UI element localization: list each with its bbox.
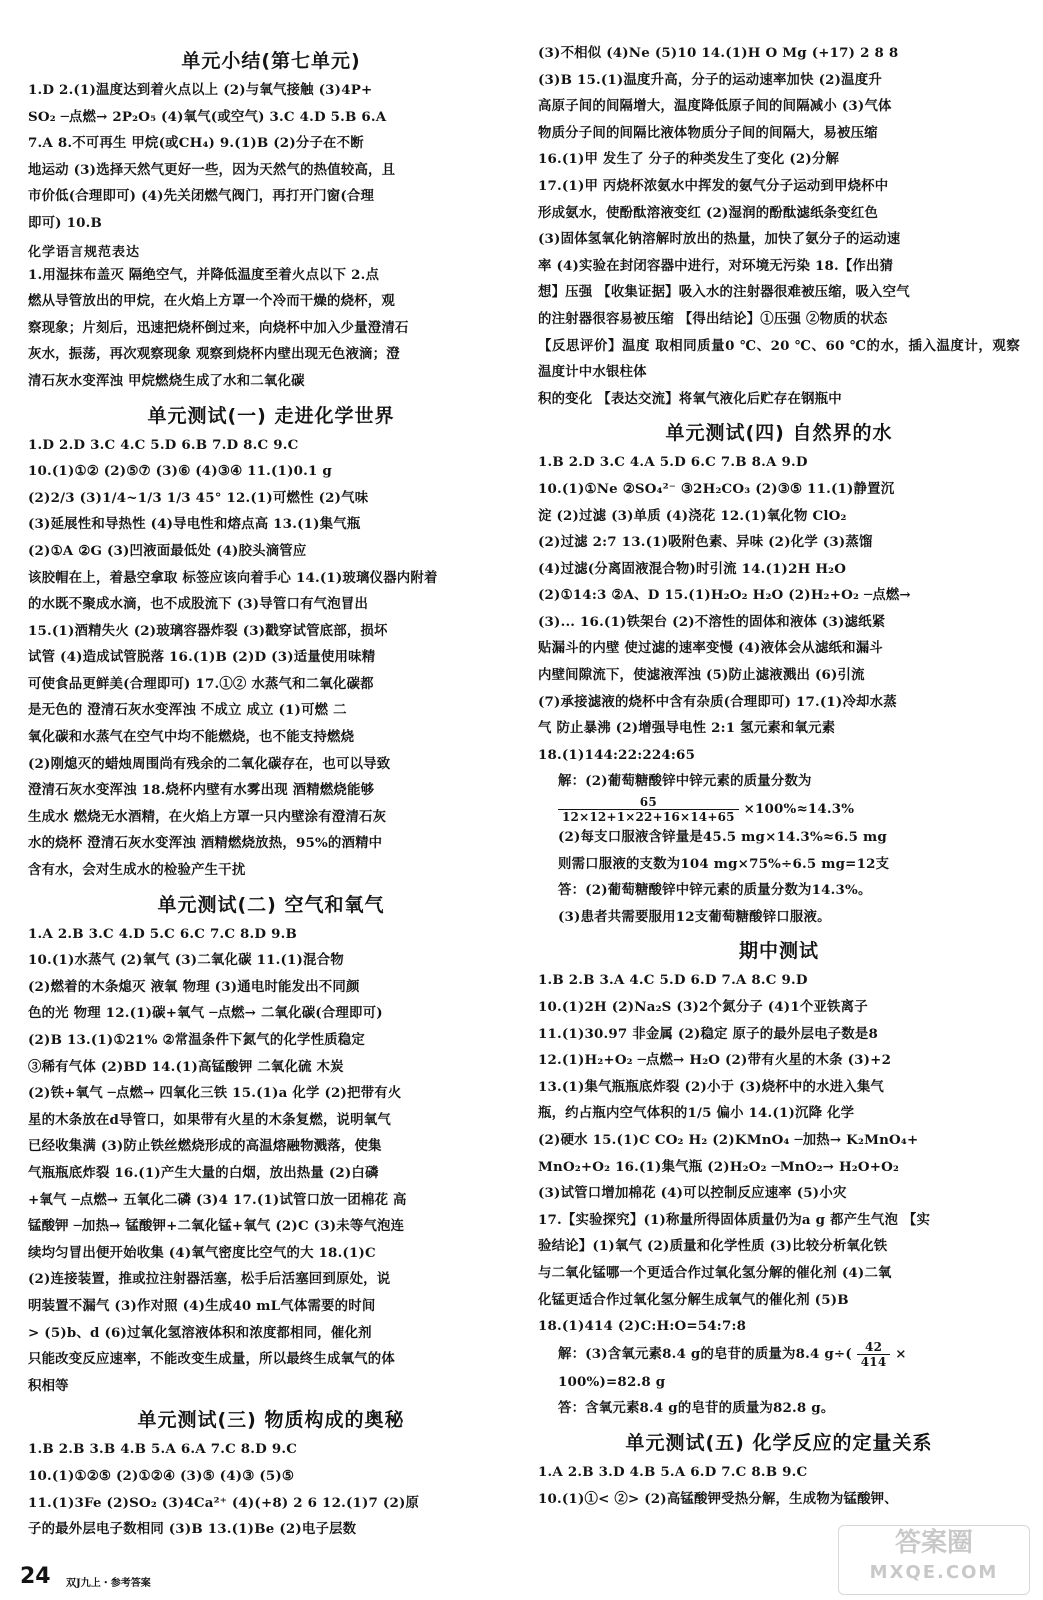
answer-line: (2)2/3 (3)1/4~1/3 1/3 45° 12.(1)可燃性 (2)气味 — [28, 489, 369, 506]
answer-line: (2)过滤 2:7 13.(1)吸附色素、异味 (2)化学 (3)蒸馏 — [538, 534, 873, 551]
answer-line: +氧气 ─点燃→ 五氧化二磷 (3)4 17.(1)试管口放一团棉花 高 — [28, 1191, 407, 1208]
answer-line: (2)燃着的木条熄灭 液氧 物理 (3)通电时能发出不同颜 — [28, 978, 360, 995]
answer-line: 该胶帽在上，着悬空拿取 标签应该向着手心 14.(1)玻璃仪器内附着 — [28, 569, 438, 586]
answer-line: 形成氨水，使酚酞溶液变红 (2)湿润的酚酞滤纸条变红色 — [538, 204, 879, 221]
answer-line: 灰水，振荡，再次观察现象 观察到烧杯内壁出现无色液滴；澄 — [28, 346, 400, 363]
answer-block — [538, 40, 1020, 412]
watermark-title: 答案圈 — [894, 1528, 973, 1558]
fraction — [558, 795, 739, 824]
answer-line: 高原子间的间隔增大，温度降低原子间的间隔减小 (3)气体 — [538, 98, 892, 115]
answer-line: 气 防止暴沸 (2)增强导电性 2:1 氢元素和氧元素 — [538, 720, 836, 737]
solution-line: 解：(2)葡萄糖酸锌中锌元素的质量分数为 — [558, 773, 812, 790]
answer-line: 1.B 2.D 3.C 4.A 5.D 6.C 7.B 8.A 9.D — [538, 454, 808, 471]
answer-block — [28, 432, 514, 884]
answer-line: (7)承接滤液的烧杯中含有杂质(合理即可) 17.(1)冷却水蒸 — [538, 693, 897, 710]
answer-line: 气瓶瓶底炸裂 16.(1)产生大量的白烟，放出热量 (2)白磷 — [28, 1164, 379, 1181]
answer-line: 含有水，会对生成水的检验产生干扰 — [28, 862, 246, 879]
answer-line: (3)B 15.(1)温度升高，分子的运动速率加快 (2)温度升 — [538, 71, 882, 88]
section-heading: 单元测试(四) 自然界的水 — [665, 422, 893, 445]
answer-line: 物质分子间的间隔比液体物质分子间的间隔大，易被压缩 — [538, 124, 878, 141]
fraction-denominator: 12×12+1×22+16×14+65 — [562, 810, 735, 825]
fraction-numerator: 65 — [558, 795, 739, 810]
answer-line: 内壁间隙流下，使滤液浑浊 (5)防止滤液溅出 (6)引流 — [538, 667, 865, 684]
answer-line: 的注射器很容易被压缩 【得出结论】①压强 ②物质的状态 — [538, 310, 888, 327]
answer-line: (3)延展性和导热性 (4)导电性和熔点高 13.(1)集气瓶 — [28, 516, 361, 533]
answer-line: 可使食品更鲜美(合理即可) 17.①② 水蒸气和二氧化碳都 — [28, 675, 374, 692]
answer-block — [538, 967, 1020, 1422]
solution-line: 则需口服液的支数为104 mg×75%÷6.5 mg=12支 — [558, 855, 890, 872]
fraction-line — [538, 1340, 1020, 1369]
answer-line: 续均匀冒出便开始收集 (4)氧气密度比空气的大 18.(1)C — [28, 1244, 376, 1261]
answer-line: 13.(1)集气瓶瓶底炸裂 (2)小于 (3)烧杯中的水进入集气 — [538, 1078, 885, 1095]
section-heading: 单元测试(三) 物质构成的奥秘 — [137, 1409, 405, 1432]
answer-line: 水的烧杯 澄清石灰水变浑浊 酒精燃烧放热，95%的酒精中 — [28, 835, 383, 852]
answer-line: SO₂ ─点燃→ 2P₂O₅ (4)氧气(或空气) 3.C 4.D 5.B 6.A — [28, 108, 387, 125]
page-number: 24 — [20, 1564, 51, 1589]
answer-line: 10.(1)①< ②> (2)高锰酸钾受热分解，生成物为锰酸钾、 — [538, 1490, 898, 1507]
answer-line: 1.B 2.B 3.A 4.C 5.D 6.D 7.A 8.C 9.D — [538, 972, 808, 989]
answer-line: 验结论】(1)氧气 (2)质量和化学性质 (3)比较分析氧化铁 — [538, 1238, 888, 1255]
answer-line: 贴漏斗的内壁 使过滤的速率变慢 (4)液体会从滤纸和漏斗 — [538, 640, 883, 657]
answer-line: 15.(1)酒精失火 (2)玻璃容器炸裂 (3)戳穿试管底部，损坏 — [28, 622, 388, 639]
solution-line: (3)患者共需要服用12支葡萄糖酸锌口服液。 — [558, 908, 831, 925]
solution-line: 100%)=82.8 g — [558, 1373, 666, 1390]
answer-block — [28, 1436, 514, 1542]
answer-line: 与二氧化锰哪一个更适合作过氧化氢分解的催化剂 (4)二氧 — [538, 1264, 892, 1281]
answer-line: 1.A 2.B 3.C 4.D 5.C 6.C 7.C 8.D 9.B — [28, 925, 297, 942]
section-heading: 单元测试(五) 化学反应的定量关系 — [625, 1431, 933, 1454]
answer-line: 10.(1)①Ne ②SO₄²⁻ ③2H₂CO₃ (2)③⑤ 11.(1)静置沉 — [538, 480, 895, 497]
answer-line: 1.D 2.(1)温度达到着火点以上 (2)与氧气接触 (3)4P+ — [28, 82, 373, 98]
answer-line: (2)刚熄灭的蜡烛周围尚有残余的二氧化碳存在，也可以导致 — [28, 755, 391, 772]
answer-line: 已经收集满 (3)防止铁丝燃烧形成的高温熔融物溅落，使集 — [28, 1138, 382, 1155]
answer-line: (2)①A ②G (3)凹液面最低处 (4)胶头滴管应 — [28, 542, 307, 559]
section-heading: 期中测试 — [738, 940, 819, 963]
answer-line: 只能改变反应速率，不能改变生成量，所以最终生成氧气的体 — [28, 1351, 395, 1368]
watermark-logo — [838, 1525, 1030, 1595]
answer-line: (2)硬水 15.(1)C CO₂ H₂ (2)KMnO₄ ─加热→ K₂MnO₄+ — [538, 1131, 919, 1148]
right-column — [538, 40, 1020, 1512]
answer-line: (3)固体氢氧化钠溶解时放出的热量，加快了氨分子的运动速 — [538, 231, 901, 248]
answer-line: 化锰更适合作过氧化氢分解生成氧气的催化剂 (5)B — [538, 1291, 849, 1308]
answer-line: 瓶，约占瓶内空气体积的1/5 偏小 14.(1)沉降 化学 — [538, 1105, 855, 1122]
answer-line: 率 (4)实验在封闭容器中进行，对环境无污染 18.【作出猜 — [538, 257, 894, 274]
answer-line: 积的变化 【表达交流】将氧气液化后贮存在钢瓶中 — [538, 390, 842, 407]
answer-line: 1.用湿抹布盖灭 隔绝空气，并降低温度至着火点以下 2.点 — [28, 266, 380, 283]
answer-line: 试管 (4)造成试管脱落 16.(1)B (2)D (3)适量使用味精 — [28, 649, 376, 666]
section-heading: 单元小结(第七单元) — [181, 50, 361, 72]
answer-line: (4)过滤(分离固液混合物)时引流 14.(1)2H H₂O — [538, 560, 847, 577]
answer-line: (3)不相似 (4)Ne (5)10 14.(1)H O Mg (+17) 2 8 8 — [538, 45, 899, 61]
answer-line: (2)连接装置，推或拉注射器活塞，松手后活塞回到原处，说 — [28, 1271, 391, 1288]
answer-line: 16.(1)甲 发生了 分子的种类发生了变化 (2)分解 — [538, 151, 840, 168]
solution-text: 解：(3)含氧元素8.4 g的皂苷的质量为8.4 g÷( — [558, 1345, 852, 1362]
answer-line: (2)B 13.(1)①21% ②常温条件下氮气的化学性质稳定 — [28, 1032, 365, 1048]
answer-line: 星的木条放在d导管口，如果带有火星的木条复燃，说明氧气 — [28, 1111, 391, 1128]
answer-line: ③稀有气体 (2)BD 14.(1)高锰酸钾 二氧化硫 木炭 — [28, 1058, 344, 1075]
answer-line: 18.(1)144:22:224:65 — [538, 746, 696, 763]
solution-line: (2)每支口服液含锌量是45.5 mg×14.3%≈6.5 mg — [558, 829, 887, 846]
left-column — [28, 40, 514, 1543]
answer-line: 【反思评价】温度 取相同质量0 ℃、20 ℃、60 ℃的水，插入温度计，观察温度计中水银柱体 — [538, 337, 1020, 381]
answer-line: 澄清石灰水变浑浊 18.烧杯内壁有水雾出现 酒精燃烧能够 — [28, 782, 375, 799]
answer-block — [28, 921, 514, 1400]
answer-line: 11.(1)30.97 非金属 (2)稳定 原子的最外层电子数是8 — [538, 1025, 878, 1042]
answer-block — [28, 262, 514, 395]
answer-line: 明装置不漏气 (3)作对照 (4)生成40 mL气体需要的时间 — [28, 1297, 376, 1314]
answer-line: 想】压强 【收集证据】吸入水的注射器很难被压缩，吸入空气 — [538, 284, 910, 301]
watermark-url: MXQE.COM — [869, 1562, 999, 1583]
answer-block — [538, 1459, 1020, 1512]
answer-line: 10.(1)①②⑤ (2)①②④ (3)⑤ (4)③ (5)⑤ — [28, 1467, 295, 1484]
answer-line: 子的最外层电子数相同 (3)B 13.(1)Be (2)电子层数 — [28, 1521, 357, 1538]
answer-line: (3)试管口增加棉花 (4)可以控制反应速率 (5)小灾 — [538, 1185, 847, 1202]
answer-line: 生成水 燃烧无水酒精，在火焰上方罩一只内壁涂有澄清石灰 — [28, 808, 387, 825]
answer-line: 10.(1)水蒸气 (2)氧气 (3)二氧化碳 11.(1)混合物 — [28, 952, 344, 969]
answer-line: 锰酸钾 ─加热→ 锰酸钾+二氧化锰+氧气 (2)C (3)未等气泡连 — [28, 1218, 405, 1235]
answer-line: 1.B 2.B 3.B 4.B 5.A 6.A 7.C 8.D 9.C — [28, 1441, 298, 1458]
answer-line: 淀 (2)过滤 (3)单质 (4)浇花 12.(1)氧化物 ClO₂ — [538, 507, 847, 524]
fraction-numerator: 42 — [857, 1340, 891, 1355]
fraction-tail: ×100%≈14.3% — [743, 801, 855, 818]
answer-line: (3)... 16.(1)铁架台 (2)不溶性的固体和液体 (3)滤纸紧 — [538, 613, 886, 630]
answer-line: 11.(1)3Fe (2)SO₂ (3)4Ca²⁺ (4)(+8) 2 6 12.(1)7 (2)原 — [28, 1494, 420, 1511]
answer-line: 是无色的 澄清石灰水变浑浊 不成立 成立 (1)可燃 二 — [28, 702, 347, 719]
subsection-heading: 化学语言规范表达 — [28, 244, 141, 260]
fraction-tail: × — [895, 1345, 907, 1362]
answer-line: 10.(1)①② (2)⑤⑦ (3)⑥ (4)③④ 11.(1)0.1 g — [28, 463, 332, 480]
section-heading: 单元测试(一) 走进化学世界 — [147, 404, 395, 427]
answer-line: 市价低(合理即可) (4)先关闭燃气阀门，再打开门窗(合理 — [28, 188, 375, 205]
answer-line: 的水既不聚成水滴，也不成股流下 (3)导管口有气泡冒出 — [28, 596, 369, 613]
answer-line: 清石灰水变浑浊 甲烷燃烧生成了水和二氧化碳 — [28, 372, 305, 389]
answer-line: MnO₂+O₂ 16.(1)集气瓶 (2)H₂O₂ ─MnO₂→ H₂O+O₂ — [538, 1158, 900, 1175]
fraction-denominator: 414 — [860, 1354, 887, 1369]
fraction-line — [538, 795, 1020, 824]
answer-line: (2)①14:3 ②A、D 15.(1)H₂O₂ H₂O (2)H₂+O₂ ─点燃→ — [538, 587, 911, 604]
solution-line: 答：(2)葡萄糖酸锌中锌元素的质量分数为14.3%。 — [558, 882, 872, 899]
section-heading: 单元测试(二) 空气和氧气 — [157, 893, 385, 916]
answer-line: 氧化碳和水蒸气在空气中均不能燃烧，也不能支持燃烧 — [28, 729, 355, 746]
answer-line: 积相等 — [28, 1377, 69, 1394]
answer-line: 7.A 8.不可再生 甲烷(或CH₄) 9.(1)B (2)分子在不断 — [28, 135, 364, 152]
answer-line: 12.(1)H₂+O₂ ─点燃→ H₂O (2)带有火星的木条 (3)+2 — [538, 1052, 892, 1069]
answer-block — [28, 77, 514, 237]
answer-line: 燃从导管放出的甲烷，在火焰上方罩一个冷而干燥的烧杯，观 — [28, 293, 395, 310]
answer-block — [538, 449, 1020, 930]
answer-line: 色的光 物理 12.(1)碳+氧气 ─点燃→ 二氧化碳(合理即可) — [28, 1005, 383, 1022]
answer-line: 察现象；片刻后，迅速把烧杯倒过来，向烧杯中加入少量澄清石 — [28, 319, 409, 336]
answer-line: (2)铁+氧气 ─点燃→ 四氧化三铁 15.(1)a 化学 (2)把带有火 — [28, 1085, 402, 1102]
answer-line: 1.D 2.D 3.C 4.C 5.D 6.B 7.D 8.C 9.C — [28, 436, 299, 453]
answer-line: 地运动 (3)选择天然气更好一些，因为天然气的热值较高，且 — [28, 161, 396, 178]
answer-line: 17.(1)甲 丙烧杯浓氨水中挥发的氨气分子运动到甲烧杯中 — [538, 177, 889, 194]
answer-line: 即可) 10.B — [28, 214, 102, 231]
footer-text: 双J九上・参考答案 — [66, 1578, 151, 1589]
fraction — [857, 1340, 891, 1369]
solution-line: 答：含氧元素8.4 g的皂苷的质量为82.8 g。 — [558, 1400, 835, 1417]
answer-line: 1.A 2.B 3.D 4.B 5.A 6.D 7.C 8.B 9.C — [538, 1463, 808, 1480]
answer-line: 17.【实验探究】(1)称量所得固体质量仍为a g 都产生气泡 【实 — [538, 1211, 931, 1228]
answer-line: 18.(1)414 (2)C:H:O=54:7:8 — [538, 1318, 747, 1335]
answer-line: > (5)b、d (6)过氧化氢溶液体积和浓度都相同，催化剂 — [28, 1324, 372, 1341]
answer-line: 10.(1)2H (2)Na₂S (3)2个氮分子 (4)1个亚铁离子 — [538, 999, 868, 1015]
